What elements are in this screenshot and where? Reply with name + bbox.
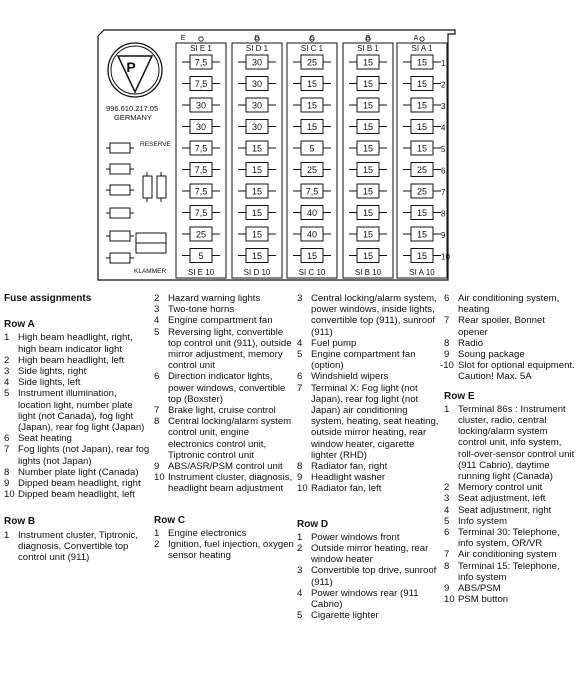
legend-col-3 bbox=[297, 293, 443, 621]
row-c-items-part1 bbox=[154, 528, 294, 562]
legend-item-text: Soung package bbox=[458, 349, 525, 361]
legend-item-number: 4 bbox=[4, 377, 10, 389]
legend-item-text: Side lights, left bbox=[18, 377, 81, 389]
fuse-rating: 30 bbox=[251, 100, 263, 111]
legend-item-number: 10 bbox=[444, 594, 455, 606]
row-c-title: Row C bbox=[154, 514, 186, 526]
fuse-rating: 15 bbox=[416, 143, 428, 154]
legend-item bbox=[4, 332, 150, 354]
row-number: 10 bbox=[441, 252, 450, 262]
legend-item-text: Convertible top drive, sunroof (911) bbox=[311, 565, 437, 588]
legend-item bbox=[154, 304, 294, 315]
legend-item bbox=[444, 561, 576, 583]
column-top-label: SI A 1 bbox=[411, 44, 433, 53]
legend-item-text: Reversing light, convertible top control unit (911), outside mirror adjustment, memory control unit bbox=[168, 326, 292, 372]
fuse-rating: 40 bbox=[306, 208, 318, 218]
legend-item bbox=[297, 338, 443, 349]
legend-col-4 bbox=[440, 293, 576, 606]
fuse-rating: 15 bbox=[362, 186, 374, 197]
legend-item-number: 4 bbox=[154, 315, 160, 327]
row-number: 6 bbox=[441, 166, 446, 176]
legend-item-text: Info system bbox=[458, 515, 508, 527]
legend-item-number: 3 bbox=[297, 565, 303, 577]
fuse-rating: 15 bbox=[251, 208, 263, 218]
fuse-rating: 40 bbox=[306, 229, 318, 240]
reserve-label: RESERVE bbox=[140, 141, 171, 148]
legend-item-number: 2 bbox=[154, 539, 160, 551]
legend-item-text: Dipped beam headlight, left bbox=[18, 489, 135, 501]
column-top-label: SI E 1 bbox=[190, 44, 212, 53]
legend-item-text: Engine electronics bbox=[168, 527, 247, 539]
fuse-rating: 15 bbox=[362, 208, 374, 218]
row-c-items-part2 bbox=[297, 293, 443, 495]
row-b-title: Row B bbox=[4, 516, 36, 528]
legend-item-number: 5 bbox=[297, 610, 303, 622]
legend-item bbox=[297, 483, 443, 494]
fuse-rating: 15 bbox=[306, 79, 318, 89]
legend-item-number: -10 bbox=[440, 360, 454, 372]
legend-item-text: Central locking/alarm system control unit, engine electronics control unit, Tiptronic control unit bbox=[168, 416, 292, 461]
fuse-rating: 15 bbox=[251, 165, 263, 175]
row-number: 1 bbox=[441, 59, 446, 68]
legend-item-number: 4 bbox=[297, 337, 303, 349]
legend-item-text: Hazard warning lights bbox=[168, 293, 261, 304]
legend-item-number: 4 bbox=[297, 587, 303, 599]
legend-item bbox=[444, 516, 576, 527]
fuse-rating: 15 bbox=[362, 165, 374, 175]
fuse-rating: 7,5 bbox=[194, 79, 208, 89]
legend-item bbox=[440, 360, 576, 383]
legend-item-text: Seat adjustment, right bbox=[458, 504, 552, 516]
legend-item bbox=[297, 383, 443, 461]
legend-col-1 bbox=[4, 293, 150, 563]
fuse-column bbox=[232, 35, 282, 278]
legend-item bbox=[4, 355, 150, 366]
legend-item-text: Fog lights (not Japan), rear fog lights (not Japan) bbox=[18, 444, 150, 467]
row-b-items-part2 bbox=[154, 293, 294, 495]
legend-item bbox=[444, 594, 576, 605]
legend-item-text: Engine compartment fan (option) bbox=[311, 349, 416, 372]
legend-item bbox=[154, 315, 294, 326]
fuse-column bbox=[287, 35, 337, 278]
legend-item-text: Instrument cluster, diagnosis, headlight beam adjustment bbox=[168, 472, 293, 495]
legend-item bbox=[297, 461, 443, 472]
legend-item bbox=[297, 293, 443, 338]
column-marker: A bbox=[413, 35, 419, 42]
fuse-rating: 15 bbox=[416, 251, 428, 261]
legend-item-text: Air conditioning system, heating bbox=[458, 293, 560, 316]
fuse-column bbox=[176, 35, 226, 278]
legend-item-text: Central locking/alarm system, power windows, inside lights, convertible top (911), sunroof (911) bbox=[311, 293, 437, 338]
legend-item-text: Power windows rear (911 Cabrio) bbox=[311, 587, 419, 611]
row-b-items-part1 bbox=[4, 530, 150, 564]
fuse-rating: 15 bbox=[416, 229, 428, 240]
fuse-rating: 15 bbox=[416, 57, 428, 68]
legend-item-text: Radiator fan, left bbox=[311, 483, 382, 495]
legend-item-text: Windshield wipers bbox=[311, 371, 389, 383]
fuse-rating: 5 bbox=[309, 143, 315, 154]
fuse-rating: 7,5 bbox=[194, 57, 208, 68]
row-number: 3 bbox=[441, 102, 446, 111]
legend-item bbox=[444, 505, 576, 516]
legend-col-2 bbox=[154, 293, 294, 561]
fuse-rating: 7,5 bbox=[305, 186, 319, 197]
legend-item-number: 9 bbox=[4, 478, 10, 490]
fuse-rating: 15 bbox=[362, 100, 374, 111]
legend-item-number: 6 bbox=[444, 293, 450, 304]
fuse-column bbox=[343, 35, 393, 278]
legend-item-number: 2 bbox=[154, 293, 160, 304]
legend-item-text: Two-tone horns bbox=[168, 304, 235, 316]
legend-item-text: High beam headlight, right, high beam indicator light bbox=[18, 332, 133, 355]
fuse-rating: 25 bbox=[306, 57, 318, 68]
column-marker: B bbox=[365, 35, 371, 42]
fuse-rating: 15 bbox=[251, 186, 263, 197]
legend-item bbox=[444, 583, 576, 594]
legend-item-number: 6 bbox=[297, 371, 303, 383]
legend-item bbox=[444, 549, 576, 560]
legend-item bbox=[154, 293, 294, 304]
legend-item-number: 9 bbox=[444, 349, 450, 361]
column-marker: D bbox=[254, 35, 260, 42]
legend-item-number: 6 bbox=[444, 527, 450, 539]
legend-item-number: 5 bbox=[154, 326, 160, 338]
legend-item-text: ABS/ASR/PSM control unit bbox=[168, 461, 283, 473]
part-number: 996.610.217.05 bbox=[106, 104, 159, 113]
legend-item bbox=[444, 293, 576, 315]
row-d-items bbox=[297, 532, 443, 622]
legend-item-number: 7 bbox=[154, 405, 160, 417]
fuse-rating: 7,5 bbox=[194, 143, 208, 154]
row-number: 4 bbox=[441, 123, 446, 133]
legend-item-text: Brake light, cruise control bbox=[168, 405, 276, 417]
column-bottom-label: SI C 10 bbox=[298, 268, 326, 277]
row-number: 9 bbox=[441, 231, 446, 240]
column-bottom-label: SI A 10 bbox=[409, 268, 435, 277]
legend-item-text: Seat adjustment, left bbox=[458, 493, 546, 505]
legend-item-text: Outside mirror heating, rear window heater bbox=[311, 543, 429, 566]
legend-item bbox=[4, 478, 150, 489]
legend-item-number: 3 bbox=[154, 304, 160, 316]
fuse-rating: 15 bbox=[362, 251, 374, 261]
legend-item bbox=[4, 489, 150, 500]
fuse-rating: 5 bbox=[198, 251, 204, 261]
legend-item-number: 4 bbox=[444, 504, 450, 516]
legend-item-number: 2 bbox=[444, 482, 450, 494]
fuse-rating: 15 bbox=[362, 57, 374, 68]
legend-item-number: 7 bbox=[444, 549, 450, 561]
fuse-rating: 7,5 bbox=[194, 165, 208, 175]
column-marker: C bbox=[309, 35, 315, 42]
legend-item-text: Direction indicator lights, power windows, convertible top (Boxster) bbox=[168, 371, 286, 405]
legend-item-number: 7 bbox=[297, 382, 303, 394]
legend-item-text: Terminal 86s : Instrument cluster, radio, central locking/alarm system control unit, info system, roll-over-sensor control unit (911 Cabrio), daytime running light (Canada) bbox=[458, 403, 575, 483]
legend-item bbox=[444, 527, 576, 549]
legend-item bbox=[444, 493, 576, 504]
column-bottom-label: SI D 10 bbox=[243, 268, 271, 277]
klammer-label: KLAMMER bbox=[134, 268, 167, 275]
legend-item-text: Seat heating bbox=[18, 433, 72, 445]
legend-item-text: Radio bbox=[458, 337, 484, 349]
legend-item bbox=[297, 349, 443, 371]
legend-title: Fuse assignments bbox=[4, 293, 92, 304]
legend-item-number: 9 bbox=[444, 583, 450, 595]
fuse-rating: 25 bbox=[306, 165, 318, 175]
legend-item-text: Instrument illumination, location light, number plate light (not Canada), fog light (Japan), rear fog light (Japan) bbox=[18, 388, 145, 434]
legend-item-text: Side lights, right bbox=[18, 366, 87, 378]
legend-item-number: 8 bbox=[444, 560, 450, 572]
fuse-rating: 15 bbox=[306, 251, 318, 261]
legend-item-number: 8 bbox=[154, 416, 160, 428]
fuse-rating: 15 bbox=[251, 251, 263, 261]
legend-item-number: 5 bbox=[297, 349, 303, 361]
legend-item bbox=[4, 377, 150, 388]
legend-item-text: Power windows front bbox=[311, 531, 400, 543]
legend-item-number: 3 bbox=[297, 293, 303, 304]
legend-item bbox=[154, 539, 294, 561]
legend-item-text: Instrument cluster, Tiptronic, diagnosis, Convertible top control unit (911) bbox=[18, 529, 138, 564]
legend-item-text: Terminal 30: Telephone, info system, OR/VR bbox=[458, 527, 560, 550]
legend-item-number: 6 bbox=[154, 371, 160, 383]
legend-item bbox=[444, 338, 576, 349]
column-top-label: SI C 1 bbox=[300, 44, 324, 53]
legend-item-number: 1 bbox=[444, 403, 450, 415]
legend-item-text: ABS/PSM bbox=[458, 583, 501, 595]
fuse-rating: 25 bbox=[416, 186, 428, 197]
legend-item bbox=[4, 366, 150, 377]
legend-item bbox=[297, 588, 443, 610]
legend-item-text: PSM button bbox=[458, 594, 509, 606]
legend-item-text: Terminal 15: Telephone, info system bbox=[458, 560, 560, 583]
legend-item-text: Dipped beam headlight, right bbox=[18, 478, 141, 490]
fuse-rating: 15 bbox=[251, 229, 263, 240]
legend-item-text: Number plate light (Canada) bbox=[18, 466, 139, 478]
legend-item-text: Radiator fan, right bbox=[311, 461, 388, 473]
fuse-rating: 15 bbox=[362, 79, 374, 89]
legend-item bbox=[297, 532, 443, 543]
column-top-label: SI D 1 bbox=[245, 44, 269, 53]
legend-item-number: 2 bbox=[297, 543, 303, 555]
legend-item-text: Engine compartment fan bbox=[168, 315, 273, 327]
legend-item bbox=[154, 528, 294, 539]
row-number: 8 bbox=[441, 209, 446, 219]
legend-item-number: 8 bbox=[297, 461, 303, 473]
row-a-items bbox=[4, 332, 150, 500]
legend-item-text: High beam headlight, left bbox=[18, 354, 125, 366]
fuse-rating: 25 bbox=[195, 229, 207, 240]
legend-item-number: 10 bbox=[297, 483, 308, 495]
row-d-title: Row D bbox=[297, 518, 329, 530]
legend-item-number: 9 bbox=[297, 472, 303, 484]
legend-item-number: 9 bbox=[154, 461, 160, 473]
legend-item bbox=[154, 416, 294, 461]
row-a-title: Row A bbox=[4, 319, 35, 331]
column-marker: E bbox=[180, 35, 186, 42]
fuse-rating: 30 bbox=[251, 79, 263, 89]
row-e-items bbox=[444, 404, 576, 606]
legend-item-number: 5 bbox=[4, 388, 10, 400]
row-number: 7 bbox=[441, 188, 446, 197]
legend-item-number: 1 bbox=[4, 529, 10, 541]
legend-item-text: Headlight washer bbox=[311, 472, 386, 484]
legend-item bbox=[444, 315, 576, 337]
fuse-rating: 30 bbox=[195, 100, 207, 111]
row-d-items-cont bbox=[440, 293, 576, 383]
fuse-rating: 7,5 bbox=[194, 208, 208, 218]
fuse-rating: 15 bbox=[362, 143, 374, 154]
legend-item-number: 2 bbox=[4, 354, 10, 366]
column-top-label: SI B 1 bbox=[357, 44, 379, 53]
column-bottom-label: SI E 10 bbox=[187, 268, 215, 277]
fuse-box-diagram bbox=[0, 0, 578, 290]
fuse-rating: 7,5 bbox=[194, 186, 208, 197]
legend-item-text: Air conditioning system bbox=[458, 549, 557, 561]
legend-item bbox=[4, 433, 150, 444]
legend-item-number: 7 bbox=[4, 444, 10, 456]
legend-item-text: Rear spoiler, Bonnet opener bbox=[458, 315, 545, 338]
legend-item-text: Ignition, fuel injection, oxygen sensor heating bbox=[168, 539, 294, 562]
legend-item-number: 10 bbox=[154, 472, 165, 484]
fuse-rating: 15 bbox=[306, 122, 318, 132]
fuse-column bbox=[397, 35, 447, 278]
column-bottom-label: SI B 10 bbox=[354, 268, 382, 277]
svg-text:P: P bbox=[126, 59, 136, 75]
legend-item-text: Fuel pump bbox=[311, 337, 357, 349]
legend-item bbox=[154, 472, 294, 494]
legend-item bbox=[154, 461, 294, 472]
legend-item bbox=[154, 405, 294, 416]
fuse-rating: 15 bbox=[362, 122, 374, 132]
legend-item-number: 3 bbox=[4, 366, 10, 378]
legend-item bbox=[154, 327, 294, 372]
legend-item-number: 3 bbox=[444, 493, 450, 505]
fuse-rating: 15 bbox=[416, 208, 428, 218]
legend-item bbox=[4, 388, 150, 433]
legend-item bbox=[444, 349, 576, 360]
legend-item-number: 1 bbox=[4, 332, 10, 344]
fuse-rating: 30 bbox=[195, 122, 207, 132]
row-number: 5 bbox=[441, 145, 446, 154]
row-e-title: Row E bbox=[444, 390, 475, 402]
fuse-rating: 15 bbox=[416, 122, 428, 132]
legend-item bbox=[297, 543, 443, 565]
fuse-rating: 15 bbox=[251, 143, 263, 154]
legend-item-text: Cigarette lighter bbox=[311, 610, 379, 622]
fuse-rating: 15 bbox=[362, 229, 374, 240]
legend-item-text: Terminal X: Fog light (not Japan), rear fog light (not Japan) air conditioning system, heating, seat heating, outside mirror heating, rear window heater, cigarette lighter (RHD) bbox=[311, 382, 439, 461]
legend-item bbox=[444, 482, 576, 493]
legend-item bbox=[4, 444, 150, 466]
legend-item-number: 8 bbox=[4, 466, 10, 478]
legend-item bbox=[297, 371, 443, 382]
legend-item bbox=[297, 472, 443, 483]
legend-item bbox=[4, 467, 150, 478]
country-label: GERMANY bbox=[114, 113, 152, 122]
legend-item-number: 8 bbox=[444, 337, 450, 349]
fuse-rating: 15 bbox=[306, 100, 318, 111]
fuse-rating: 15 bbox=[416, 79, 428, 89]
legend-item bbox=[4, 530, 150, 564]
legend-item-number: 6 bbox=[4, 433, 10, 445]
fuse-rating: 30 bbox=[251, 122, 263, 132]
legend-item-text: Slot for optional equipment. Caution! Max. 5A bbox=[458, 360, 575, 383]
legend-item-number: 1 bbox=[297, 531, 303, 543]
legend-item-number: 7 bbox=[444, 315, 450, 327]
legend-item-number: 10 bbox=[4, 489, 15, 501]
legend-item bbox=[444, 404, 576, 482]
legend-item bbox=[297, 565, 443, 587]
legend-item-number: 5 bbox=[444, 515, 450, 527]
fuse-rating: 15 bbox=[416, 100, 428, 111]
fuse-rating: 25 bbox=[416, 165, 428, 175]
legend-item-number: 1 bbox=[154, 527, 160, 539]
row-number: 2 bbox=[441, 80, 446, 90]
legend-item bbox=[297, 610, 443, 621]
fuse-rating: 30 bbox=[251, 57, 263, 68]
legend-item-text: Memory control unit bbox=[458, 482, 543, 494]
legend-item bbox=[154, 371, 294, 405]
